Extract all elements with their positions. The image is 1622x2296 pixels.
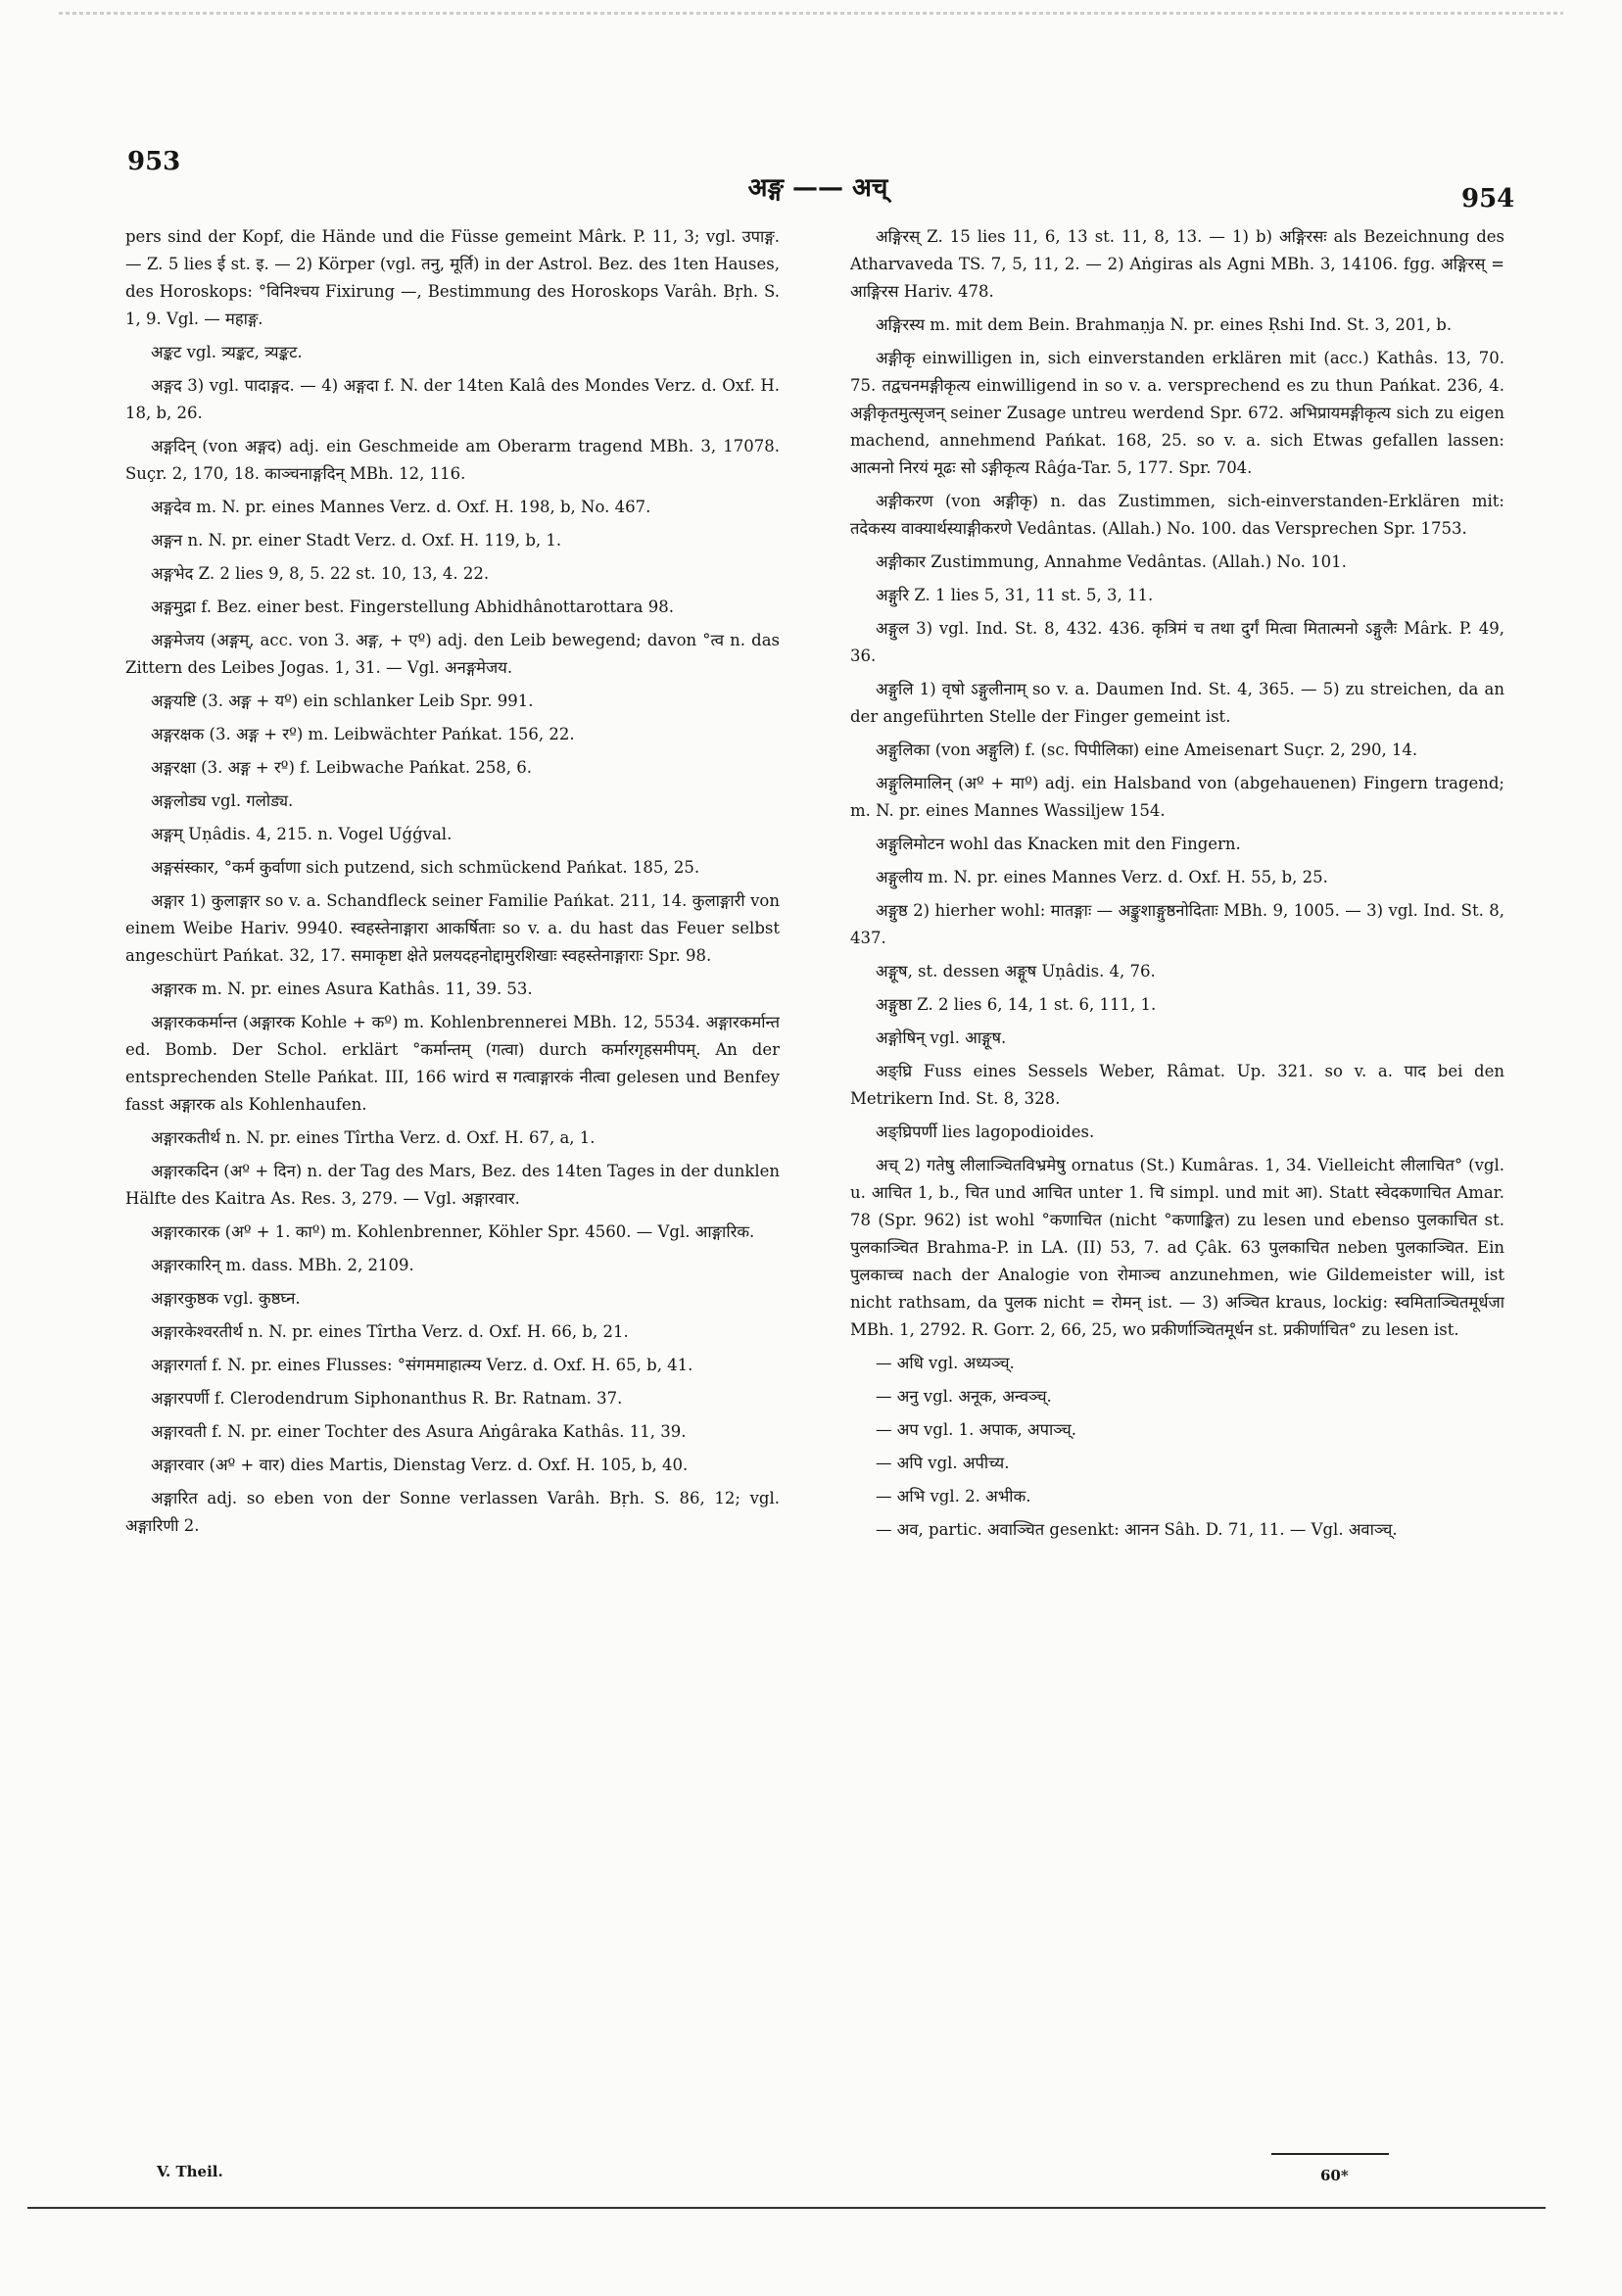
dictionary-entry: अङ्गीकरण (von अङ्गीकृ) n. das Zustimmen, sich-einverstanden-Erklären mit: तदेकस्य वाक्यार्थस्याङ्गीकरणे Vedântas. (Allah.) No. 100. das Versprechen Spr. 1753. — [850, 492, 1504, 538]
dictionary-entry: अङ्गारकतीर्थ n. N. pr. eines Tîrtha Verz. d. Oxf. H. 67, a, 1. — [151, 1128, 596, 1147]
dictionary-entry: — अनु vgl. अनूक, अन्वञ्च्. — [876, 1387, 1052, 1406]
dictionary-entry: अङ्गरक्षक (3. अङ्ग + रº) m. Leibwächter Pańkat. 156, 22. — [151, 725, 575, 743]
dictionary-entry: अङ्गरक्षा (3. अङ्ग + रº) f. Leibwache Pańkat. 258, 6. — [151, 758, 533, 777]
dictionary-entry: अङ्गम् Uṇâdis. 4, 215. n. Vogel Uǵǵval. — [151, 825, 453, 843]
dictionary-entry: अङ्गारवती f. N. pr. einer Tochter des Asura Aṅgâraka Kathâs. 11, 39. — [151, 1422, 687, 1441]
dictionary-entry: अङ्गारवार (अº + वार) dies Martis, Dienstag Verz. d. Oxf. H. 105, b, 40. — [151, 1456, 689, 1474]
dictionary-entry: अङ्कट vgl. त्र्यङ्कट, त्र्यङ्कट. — [151, 343, 303, 361]
dictionary-entry: अङ्गारक m. N. pr. eines Asura Kathâs. 11, 39. 53. — [151, 980, 533, 998]
dictionary-entry: अङ्गदिन् (von अङ्गद) adj. ein Geschmeide am Oberarm tragend MBh. 3, 17078. Suçr. 2, 170, 18. काञ्चनाङ्गदिन् MBh. 12, 116. — [125, 437, 780, 483]
dictionary-entry: अङ्गद 3) vgl. पादाङ्गद. — 4) अङ्गदा f. N. der 14ten Kalâ des Mondes Verz. d. Oxf. H. 18, b, 26. — [125, 376, 780, 422]
dictionary-entry: — अभि vgl. 2. अभीक. — [876, 1487, 1031, 1506]
dictionary-entry: अङ्गुलिमोटन wohl das Knacken mit den Fingern. — [876, 835, 1241, 853]
dictionary-entry: अङ्गारपर्णी f. Clerodendrum Siphonanthus R. Br. Ratnam. 37. — [151, 1389, 623, 1408]
dictionary-entry: अङ्गलोड्य vgl. गलोड्य. — [151, 791, 294, 810]
dictionary-entry: अङ्गीकृ einwilligen in, sich einverstanden erklären mit (acc.) Kathâs. 13, 70. 75. तद्वचनमङ्गीकृत्य einwilligend in so v. a. versprechend es zu thun Pańkat. 236, 4. अङ्गीकृतमुत्सृजन् seiner Zusage untreu werdend Spr. 672. अभिप्रायमङ्गीकृत्य sich zu eigen machend, annehmend Pańkat. 168, 25. so v. a. sich Etwas gefallen lassen: आत्मनो निरयं मूढः सो ऽङ्गीकृत्य Râǵa-Tar. 5, 177. Spr. 704. — [850, 349, 1504, 477]
dictionary-entry: अङ्गन n. N. pr. einer Stadt Verz. d. Oxf. H. 119, b, 1. — [151, 531, 562, 550]
left-column — [125, 223, 780, 2143]
running-head: अङ्ग —— अच् — [747, 173, 888, 203]
dictionary-entry: अङ्गुलि 1) वृषो ऽङ्गुलीनाम् so v. a. Daumen Ind. St. 4, 365. — 5) zu streichen, da an der angeführten Stelle der Finger gemeint ist. — [850, 680, 1504, 726]
signature-rule — [1271, 2153, 1389, 2155]
dictionary-entry: अच् 2) गतेषु लीलाञ्चितविभ्रमेषु ornatus (St.) Kumâras. 1, 34. Vielleicht लीलाचित° (vgl. u. आचित 1, b., चित und आचित unter 1. चि simpl. und mit आ). Statt स्वेदकणाचित Amar. 78 (Spr. 962) ist wohl °कणाचित (nicht °कणाङ्कित) zu lesen und ebenso पुलकाचित st. पुलकाञ्चित Brahma-P. in LA. (II) 53, 7. ad Çâk. 63 पुलकाचित neben पुलकाञ्चित. Ein पुलकाच्च nach der Analogie von रोमाञ्च anzunehmen, wie Gildemeister will, ist nicht rathsam, da पुलक nicht = रोमन् ist. — 3) अञ्चित kraus, lockig: स्वमिताञ्चितमूर्धजा MBh. 1, 2792. R. Gorr. 2, 66, 25, wo प्रकीर्णाञ्चितमूर्धन st. प्रकीर्णाचित° zu lesen ist. — [850, 1156, 1504, 1339]
dictionary-entry: pers sind der Kopf, die Hände und die Füsse gemeint Mârk. P. 11, 3; vgl. उपाङ्ग. — Z. 5 lies ई st. इ. — 2) Körper (vgl. तनु, मूर्ति) in der Astrol. Bez. des 1ten Hauses, des Horoskops: °विनिश्चय Fixirung —, Bestimmung des Horoskops Varâh. Bṛh. S. 1, 9. Vgl. — महाङ्ग. — [125, 227, 780, 328]
dictionary-entry: अङ्गुलीय m. N. pr. eines Mannes Verz. d. Oxf. H. 55, b, 25. — [876, 868, 1328, 886]
dictionary-entry: — अपि vgl. अपीच्य. — [876, 1454, 1010, 1472]
dictionary-entry: अङ्गसंस्कार, °कर्म कुर्वाणा sich putzend, sich schmückend Pańkat. 185, 25. — [151, 858, 700, 877]
dictionary-entry: अङ्गारगर्ता f. N. pr. eines Flusses: °संगममाहात्म्य Verz. d. Oxf. H. 65, b, 41. — [151, 1356, 693, 1374]
dictionary-entry: अङ्घ्रिपर्णी lies lagopodioides. — [876, 1123, 1095, 1141]
left-page-number: 953 — [127, 147, 181, 176]
signature-mark: 60* — [1320, 2167, 1349, 2184]
dictionary-entry: अङ्गारककर्मान्त (अङ्गारक Kohle + कº) m. Kohlenbrennerei MBh. 12, 5534. अङ्गारकर्मान्त ed. Bomb. Der Schol. erklärt °कर्मान्तम् (गत्वा) durch कर्मारगृहसमीपम्. An der entsprechenden Stelle Pańkat. III, 166 wird स गत्वाङ्गारकं नीत्वा gelesen und Benfey fasst अङ्गारक als Kohlenhaufen. — [125, 1013, 780, 1114]
scan-edge-artifact — [59, 12, 1563, 15]
dictionary-entry: अङ्गदेव m. N. pr. eines Mannes Verz. d. Oxf. H. 198, b, No. 467. — [151, 498, 651, 516]
dictionary-entry: अङ्गयष्टि (3. अङ्ग + यº) ein schlanker Leib Spr. 991. — [151, 692, 534, 710]
dictionary-entry: अङ्गुल 3) vgl. Ind. St. 8, 432. 436. कृत्रिमं च तथा दुर्गं मित्वा मितात्मनो ऽङ्गुलैः Mârk. P. 49, 36. — [850, 619, 1504, 665]
right-page-number: 954 — [1461, 184, 1515, 214]
bottom-rule — [27, 2207, 1546, 2209]
dictionary-entry: अङ्गोषिन् vgl. आङ्गूष. — [876, 1028, 1007, 1047]
dictionary-entry: अङ्गमेजय (अङ्गम्, acc. von 3. अङ्ग, + एº) adj. den Leib bewegend; davon °त्व n. das Zittern des Leibes Jogas. 1, 31. — Vgl. अनङ्गमेजय. — [125, 631, 780, 677]
dictionary-entry: — अप vgl. 1. अपाक, अपाञ्च्. — [876, 1420, 1077, 1439]
dictionary-entry: अङ्गीकार Zustimmung, Annahme Vedântas. (Allah.) No. 101. — [876, 552, 1347, 571]
dictionary-entry: अङ्गिरस्य m. mit dem Bein. Brahmaṇja N. pr. eines Ṛshi Ind. St. 3, 201, b. — [876, 315, 1453, 334]
dictionary-entry: अङ्गभेद Z. 2 lies 9, 8, 5. 22 st. 10, 13, 4. 22. — [151, 564, 490, 583]
right-column — [850, 223, 1504, 2143]
volume-note: V. Theil. — [157, 2163, 223, 2180]
dictionary-entry: अङ्गारकेश्वरतीर्थ n. N. pr. eines Tîrtha Verz. d. Oxf. H. 66, b, 21. — [151, 1322, 629, 1341]
dictionary-entry: — अधि vgl. अध्यञ्च्. — [876, 1354, 1015, 1372]
dictionary-entry: अङ्गुलिका (von अङ्गुलि) f. (sc. पिपीलिका) eine Ameisenart Suçr. 2, 290, 14. — [876, 741, 1418, 759]
dictionary-entry: अङ्गिरस् Z. 15 lies 11, 6, 13 st. 11, 8, 13. — 1) b) अङ्गिरसः als Bezeichnung des Atharvaveda TS. 7, 5, 11, 2. — 2) Aṅgiras als Agni MBh. 3, 14106. fgg. अङ्गिरस् = आङ्गिरस Hariv. 478. — [850, 227, 1504, 301]
dictionary-entry: अङ्गूष, st. dessen अङ्गूष Uṇâdis. 4, 76. — [876, 962, 1156, 981]
dictionary-entry: अङ्गुष्ठा Z. 2 lies 6, 14, 1 st. 6, 111, 1. — [876, 995, 1157, 1014]
dictionary-entry: अङ्गुरि Z. 1 lies 5, 31, 11 st. 5, 3, 11. — [876, 586, 1154, 604]
dictionary-entry: अङ्गुष्ठ 2) hierher wohl: मातङ्गाः — अङ्कुशाङ्गुष्ठनोदिताः MBh. 9, 1005. — 3) vgl. Ind. St. 8, 437. — [850, 901, 1504, 947]
dictionary-entry: अङ्गारकारक (अº + 1. काº) m. Kohlenbrenner, Köhler Spr. 4560. — Vgl. आङ्गारिक. — [151, 1222, 755, 1241]
dictionary-entry: अङ्गार 1) कुलाङ्गार so v. a. Schandfleck seiner Familie Pańkat. 211, 14. कुलाङ्गारी von einem Weibe Hariv. 9940. स्वहस्तेनाङ्गारा आकर्षिताः so v. a. du hast das Feuer selbst angeschürt Pańkat. 32, 17. समाकृष्टा क्षेते प्रलयदहनोद्दामुरशिखाः स्वहस्तेनाङ्गाराः Spr. 98. — [125, 891, 780, 965]
dictionary-entry: अङ्गारित adj. so eben von der Sonne verlassen Varâh. Bṛh. S. 86, 12; vgl. अङ्गारिणी 2. — [125, 1489, 780, 1535]
dictionary-entry: अङ्गमुद्रा f. Bez. einer best. Fingerstellung Abhidhânottarottara 98. — [151, 598, 674, 616]
dictionary-entry: अङ्घ्रि Fuss eines Sessels Weber, Râmat. Up. 321. so v. a. पाद bei den Metrikern Ind. St. 8, 328. — [850, 1062, 1504, 1108]
dictionary-entry: अङ्गारकुष्ठक vgl. कुष्ठघ्न. — [151, 1289, 301, 1308]
dictionary-entry: अङ्गारकारिन् m. dass. MBh. 2, 2109. — [151, 1256, 414, 1274]
dictionary-entry: अङ्गुलिमालिन् (अº + माº) adj. ein Halsband von (abgehauenen) Fingern tragend; m. N. pr. eines Mannes Wassiljew 154. — [850, 774, 1504, 820]
dictionary-entry: अङ्गारकदिन (अº + दिन) n. der Tag des Mars, Bez. des 14ten Tages in der dunklen Hälfte des Kaitra As. Res. 3, 279. — Vgl. अङ्गारवार. — [125, 1162, 780, 1208]
dictionary-entry: — अव, partic. अवाञ्चित gesenkt: आनन Sâh. D. 71, 11. — Vgl. अवाञ्च्. — [876, 1520, 1398, 1539]
